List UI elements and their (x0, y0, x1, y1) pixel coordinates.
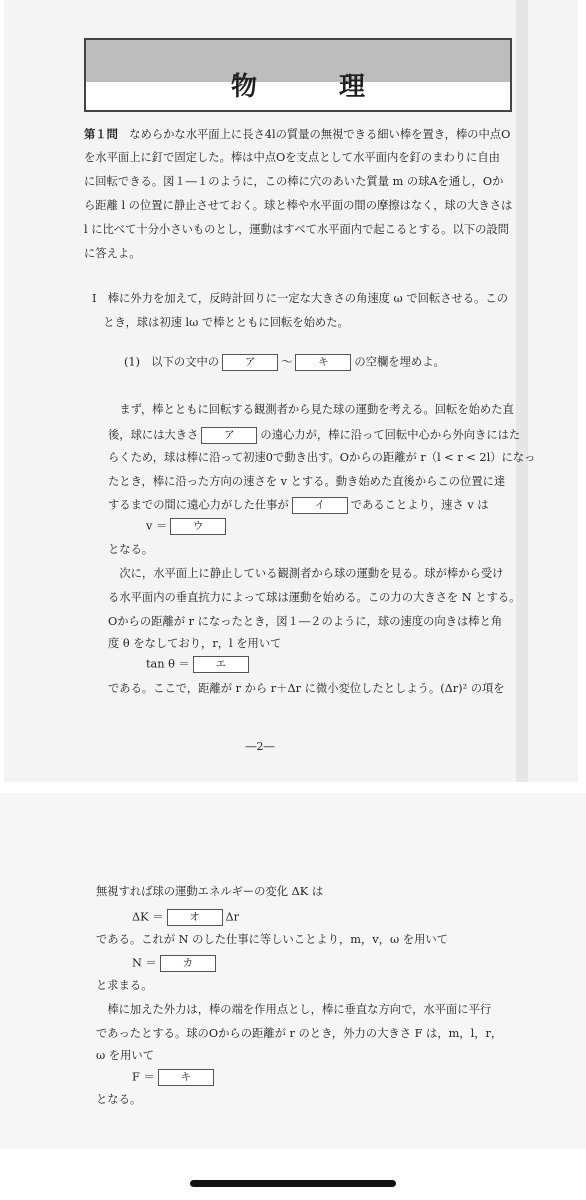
para-a-line-1: まず，棒とともに回転する観測者から見た球の運動を考える。回転を始めた直 (119, 403, 514, 416)
para-b-line-6: である。ここで，距離が r から r＋Δr に微小変位したとしよう。(Δr)² の項を (108, 682, 505, 695)
intro-line-5: l に比べて十分小さいものとし，運動はすべて水平面内で起こるとする。以下の設問 (84, 223, 509, 236)
para-b-line-4: 度 θ をなしており，r，l を用いて (108, 637, 282, 650)
intro-line-1: 第１問 なめらかな水平面上に長さ4lの質量の無視できる細い棒を置き，棒の中点O (84, 127, 511, 141)
para-b-line-3: Oからの距離が r になったとき，図１―２のように，球の速度の向きは棒と角 (108, 615, 503, 628)
blank-i: イ (292, 497, 348, 514)
page-edge-strip (516, 0, 528, 782)
equation-delta-k: ΔK ＝ オ Δr (132, 909, 239, 926)
subject-title: 物 理 (230, 72, 393, 102)
intro-line-2: を水平面上に釘で固定した。棒は中点Oを支点として水平面内を釘のまわりに自由 (84, 151, 500, 164)
blank-a-inline: ア (201, 427, 257, 444)
question-heading: 第１問 (84, 127, 118, 141)
page-number: ―2― (245, 740, 275, 753)
intro-line-3: に回転できる。図１―１のように，この棒に穴のあいた質量 m の球Aを通し，Oか (84, 175, 504, 188)
para-b-line-1: 次に，水平面上に静止している観測者から球の運動を見る。球が棒から受け (119, 567, 504, 580)
p2-line-1: 無視すれば球の運動エネルギーの変化 ΔK は (96, 885, 324, 898)
para-b-line-2: る水平面内の垂直抗力によって球は運動を始める。この力の大きさを N とする。 (108, 591, 521, 604)
blank-ka: カ (160, 955, 216, 972)
exam-page-2 (0, 793, 586, 1149)
part1-line-1: Ⅰ 棒に外力を加えて，反時計回りに一定な大きさの角速度 ω で回転させる。この (92, 292, 509, 305)
intro-line-4: ら距離 l の位置に静止させておく。球と棒や水平面の間の摩擦はなく，球の大きさは (84, 199, 513, 212)
p2-line-6: 棒に加えた外力は，棒の端を作用点とし，棒に垂直な方向で，水平面に平行 (107, 1003, 492, 1016)
p2-line-10: となる。 (96, 1093, 142, 1106)
p2-line-5: と求まる。 (96, 979, 153, 992)
equation-v: v ＝ ウ (146, 518, 229, 535)
subject-title-box (84, 38, 512, 112)
blank-ki: キ (295, 354, 351, 371)
blank-u: ウ (170, 518, 226, 535)
blank-a: ア (222, 354, 278, 371)
blank-e: エ (193, 656, 249, 673)
para-a-line-7: となる。 (108, 543, 154, 556)
p2-line-3: である。これが N のした仕事に等しいことより，m，v，ω を用いて (96, 933, 448, 946)
blank-o: オ (167, 909, 223, 926)
para-a-line-4: たとき，棒に沿った方向の速さを v とする。動き始めた直後からこの位置に達 (108, 475, 506, 488)
para-a-line-5: するまでの間に遠心力がした仕事が イ であることより，速さ v は (108, 497, 489, 514)
equation-n: N ＝ カ (132, 955, 219, 972)
exam-page-1 (4, 0, 578, 782)
blank-ki-2: キ (158, 1069, 214, 1086)
para-a-line-2: 後，球には大きさ ア の遠心力が，棒に沿って回転中心から外向きにはた (108, 427, 520, 444)
equation-tan: tan θ ＝ エ (146, 656, 252, 673)
sub1-instruction: (1) 以下の文中の ア 〜 キ の空欄を埋めよ。 (124, 354, 445, 371)
home-indicator[interactable] (190, 1180, 396, 1187)
intro-line-6: に答えよ。 (84, 247, 141, 260)
part1-line-2: とき，球は初速 lω で棒とともに回転を始めた。 (92, 316, 349, 329)
para-a-line-3: らくため，球は棒に沿って初速0で動き出す。Oからの距離が r（l < r < 2l）になっ (108, 451, 536, 464)
equation-f: F ＝ キ (132, 1069, 217, 1086)
p2-line-8: ω を用いて (96, 1049, 154, 1062)
p2-line-7: であったとする。球のOからの距離が r のとき，外力の大きさ F は，m，l，r， (96, 1027, 503, 1040)
